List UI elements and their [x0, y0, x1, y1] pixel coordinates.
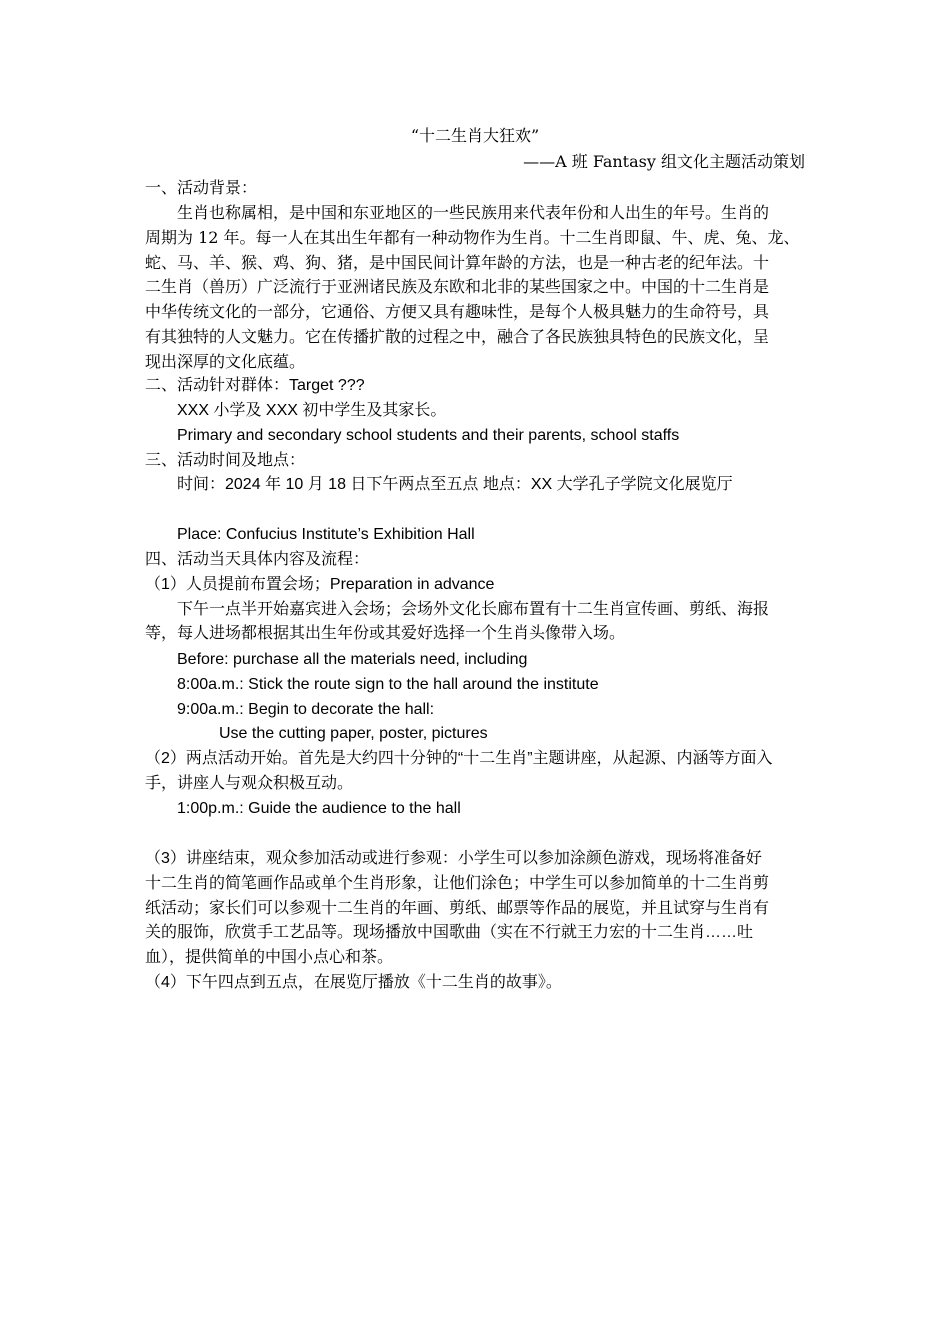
process-step-1-line: 等，每人进场都根据其出生年份或其爱好选择一个生肖头像带入场。 [145, 625, 626, 642]
process-step-1-use: Use the cutting paper, poster, pictures [219, 725, 488, 742]
background-line: 生肖也称属相，是中国和东亚地区的一些民族用来代表年份和人出生的年号。生肖的 [177, 203, 770, 222]
process-heading: 四、活动当天具体内容及流程： [145, 551, 370, 568]
target-line: Primary and secondary school students and their parents, school staffs [177, 427, 680, 444]
process-step-2-line: 手，讲座人与观众积极互动。 [145, 775, 354, 792]
process-step-2-line: （2）两点活动开始。首先是大约四十分钟的“十二生肖”主题讲座，从起源、内涵等方面入 [145, 750, 773, 767]
process-step-4: （4）下午四点到五点，在展览厅播放《十二生肖的故事》。 [145, 974, 562, 991]
process-step-3-line: 关的服饰，欣赏手工艺品等。现场播放中国歌曲（实在不行就王力宏的十二生肖……吐 [145, 924, 754, 941]
background-line: 中华传统文化的一部分，它通俗、方便又具有趣味性，是每个人极具魅力的生命符号，具 [145, 302, 770, 321]
process-step-1-9am: 9:00a.m.: Begin to decorate the hall: [177, 701, 435, 718]
process-step-1-before: Before: purchase all the materials need, including [177, 651, 528, 668]
process-step-1: （1）人员提前布置会场；Preparation in advance [145, 576, 495, 593]
background-line: 二生肖（兽历）广泛流行于亚洲诸民族及东欧和北非的某些国家之中。中国的十二生肖是 [145, 277, 770, 296]
target-line: XXX 小学及 XXX 初中学生及其家长。 [177, 402, 447, 419]
background-line: 有其独特的人文魅力。它在传播扩散的过程之中，融合了各民族独具特色的民族文化，呈 [145, 327, 770, 346]
background-line: 周期为 12 年。每一人在其出生年都有一种动物作为生肖。十二生肖即鼠、牛、虎、兔、龙、 [145, 228, 800, 247]
time-place-line: Place: Confucius Institute’s Exhibition Hall [177, 526, 475, 543]
process-step-3-line: 十二生肖的简笔画作品或单个生肖形象，让他们涂色；中学生可以参加简单的十二生肖剪 [145, 875, 770, 892]
process-step-1-8am: 8:00a.m.: Stick the route sign to the hall around the institute [177, 676, 599, 693]
process-step-3-line: （3）讲座结束，观众参加活动或进行参观：小学生可以参加涂颜色游戏，现场将准备好 [145, 850, 762, 867]
process-step-2-1pm: 1:00p.m.: Guide the audience to the hall [177, 800, 461, 817]
time-place-line: 时间：2024 年 10 月 18 日下午两点至五点 地点：XX 大学孔子学院文化展览厅 [177, 476, 733, 493]
document-title: “十二生肖大狂欢” [410, 126, 540, 145]
background-line: 现出深厚的文化底蕴。 [145, 352, 306, 371]
background-line: 蛇、马、羊、猴、鸡、狗、猪，是中国民间计算年龄的方法，也是一种古老的纪年法。十 [145, 253, 770, 272]
time-place-heading: 三、活动时间及地点： [145, 452, 306, 469]
process-step-3-line: 纸活动；家长们可以参观十二生肖的年画、剪纸、邮票等作品的展览，并且试穿与生肖有 [145, 900, 770, 917]
process-step-1-line: 下午一点半开始嘉宾进入会场；会场外文化长廊布置有十二生肖宣传画、剪纸、海报 [177, 601, 770, 618]
background-heading: 一、活动背景： [145, 178, 258, 197]
document-subtitle: ——A 班 Fantasy 组文化主题活动策划 [523, 152, 805, 171]
target-heading: 二、活动针对群体：Target ??? [145, 377, 365, 394]
process-step-3-line: 血），提供简单的中国小点心和茶。 [145, 949, 394, 966]
